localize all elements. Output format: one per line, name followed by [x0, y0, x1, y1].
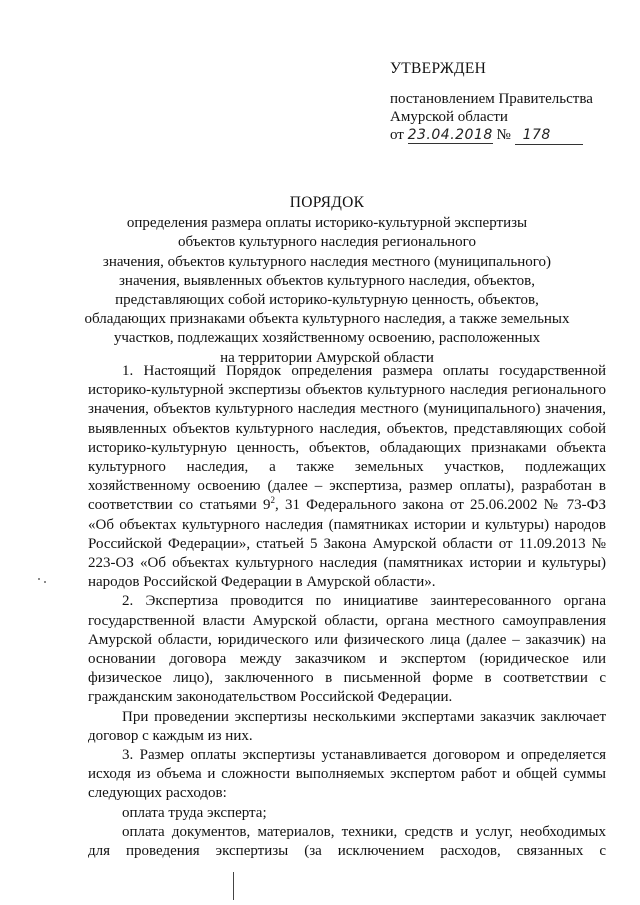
scan-speck [38, 578, 40, 580]
title-line: обладающих признаками объекта культурного наследия, а также земельных [84, 311, 570, 328]
approval-line-1: постановлением Правительства [390, 91, 593, 107]
scan-staple-mark [233, 872, 234, 900]
title-line: на территории Амурской области [220, 349, 434, 366]
title-line: значения, объектов культурного наследия местного (муниципального) [102, 253, 552, 270]
document-title [60, 193, 594, 368]
paragraph-1-superscript: 2 [270, 495, 276, 506]
title-line: участков, подлежащих хозяйственному освоению, расположенных [113, 330, 541, 347]
paragraph-6: оплата документов, материалов, техники, средств и услуг, необходимых для проведения экспертизы (за исключением расходов, связанных с [88, 823, 606, 860]
paragraph-1-part-b: , 31 Федерального закона от 25.06.2002 № 73-ФЗ «Об объектах культурного наследия (памятниках истории и культуры) народов Российской Федерации», статьей 5 Закона Амурской области от 11.09.2013 № 223-ОЗ «Об объектах культурного наследия (памятниках истории и культуры) народов Российской Федерации в Амурской области». [88, 497, 606, 591]
title-line: значения, выявленных объектов культурного наследия, объектов, [119, 272, 535, 289]
paragraph-3: При проведении экспертизы несколькими экспертами заказчик заключает договор с каждым из них. [88, 708, 606, 744]
title-line: определения размера оплаты историко-культурной экспертизы [126, 215, 528, 232]
handwritten-number: 178 [515, 126, 583, 145]
paragraph-4: 3. Размер оплаты экспертизы устанавливается договором и определяется исходя из объема и сложности выполняемых экспертом работ и общей суммы следующих расходов: [88, 747, 606, 802]
paragraph-1-part-a: 1. Настоящий Порядок определения размера оплаты государственной историко-культурной экспертизы объектов культурного наследия регионального значения, объектов культурного наследия местного (муниципального) значения, выявленных объектов культурного наследия, объектов, представляющих собой историко-культурную ценность, объектов, обладающих признаками объекта культурного наследия, а также земельных участков, подлежащих хозяйственному освоению (далее – экспертиза, размер оплаты), разработан в соответствии со статьями 9 [88, 363, 606, 514]
approval-heading: УТВЕРЖДЕН [390, 60, 487, 77]
paragraph-2: 2. Экспертиза проводится по инициативе заинтересованного органа государственной власти Амурской области, органа местного самоуправления Амурской области, юридического или физического лица (далее – заказчик) на основании договора между заказчиком и экспертом (юридическое или физическое лицо), заключенного в письменной форме в соответствии с гражданским законодательством Российской Федерации. [88, 593, 606, 706]
document-body [88, 362, 606, 861]
title-line: представляющих собой историко-культурную ценность, объектов, [115, 292, 539, 309]
approval-date-line [390, 126, 620, 145]
scan-speck [44, 581, 46, 583]
date-prefix: от [390, 127, 404, 143]
title-line: объектов культурного наследия регионального [178, 234, 476, 251]
paragraph-1 [88, 362, 606, 592]
approval-stamp [390, 60, 620, 145]
title-heading: ПОРЯДОК [289, 194, 365, 211]
handwritten-date: 23.04.2018 [407, 127, 493, 143]
paragraph-5: оплата труда эксперта; [122, 804, 267, 821]
approval-line-2: Амурской области [390, 109, 508, 125]
number-prefix: № [496, 127, 511, 143]
